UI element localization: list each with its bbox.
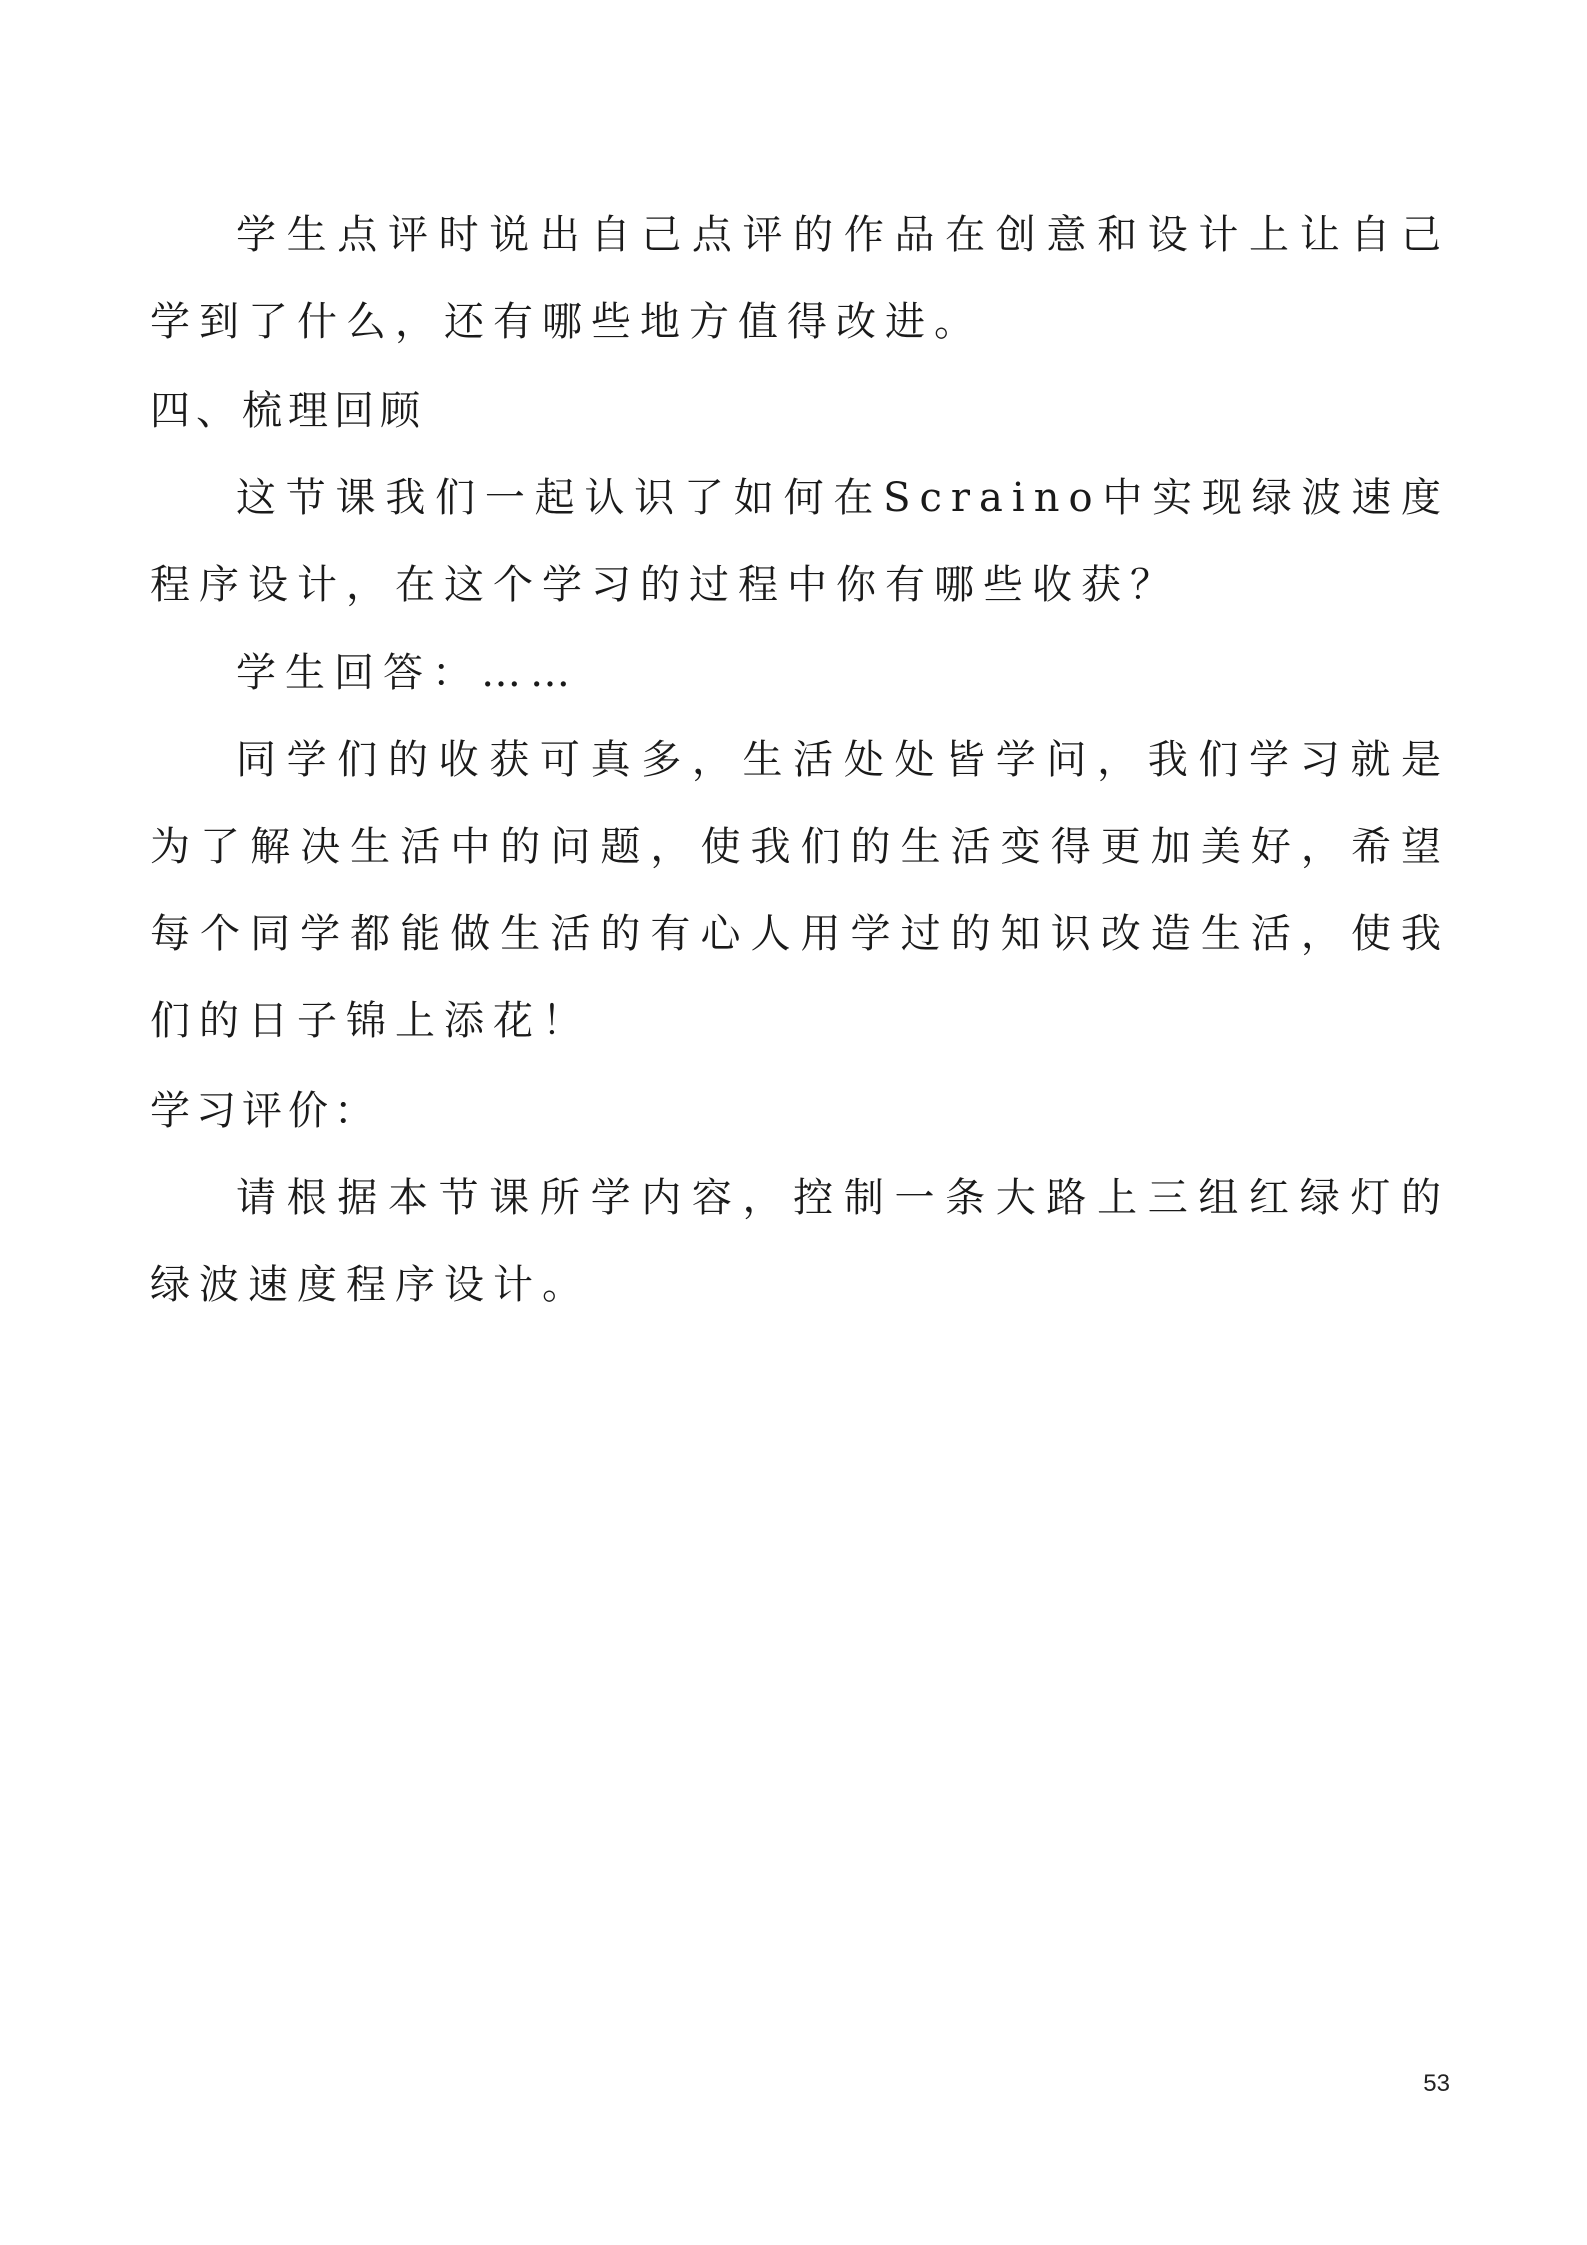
paragraph-student-review: 学生点评时说出自己点评的作品在创意和设计上让自己学到了什么，还有哪些地方值得改进。 bbox=[150, 212, 1450, 345]
paragraph-conclusion: 同学们的收获可真多，生活处处皆学问，我们学习就是为了解决生活中的问题，使我们的生活变得更加美好，希望每个同学都能做生活的有心人用学过的知识改造生活，使我们的日子锦上添花！ bbox=[150, 737, 1450, 1044]
section-heading-evaluation: 学习评价： bbox=[150, 1088, 380, 1134]
paragraph-lesson-summary: 这节课我们一起认识了如何在Scraino中实现绿波速度程序设计，在这个学习的过程中你有哪些收获？ bbox=[150, 475, 1450, 608]
section-heading-review: 四、梳理回顾 bbox=[150, 388, 426, 434]
page-number: 53 bbox=[1423, 2070, 1450, 2097]
paragraph-student-answer: 学生回答：…… bbox=[236, 650, 579, 696]
paragraph-evaluation-task: 请根据本节课所学内容，控制一条大路上三组红绿灯的绿波速度程序设计。 bbox=[150, 1175, 1450, 1308]
